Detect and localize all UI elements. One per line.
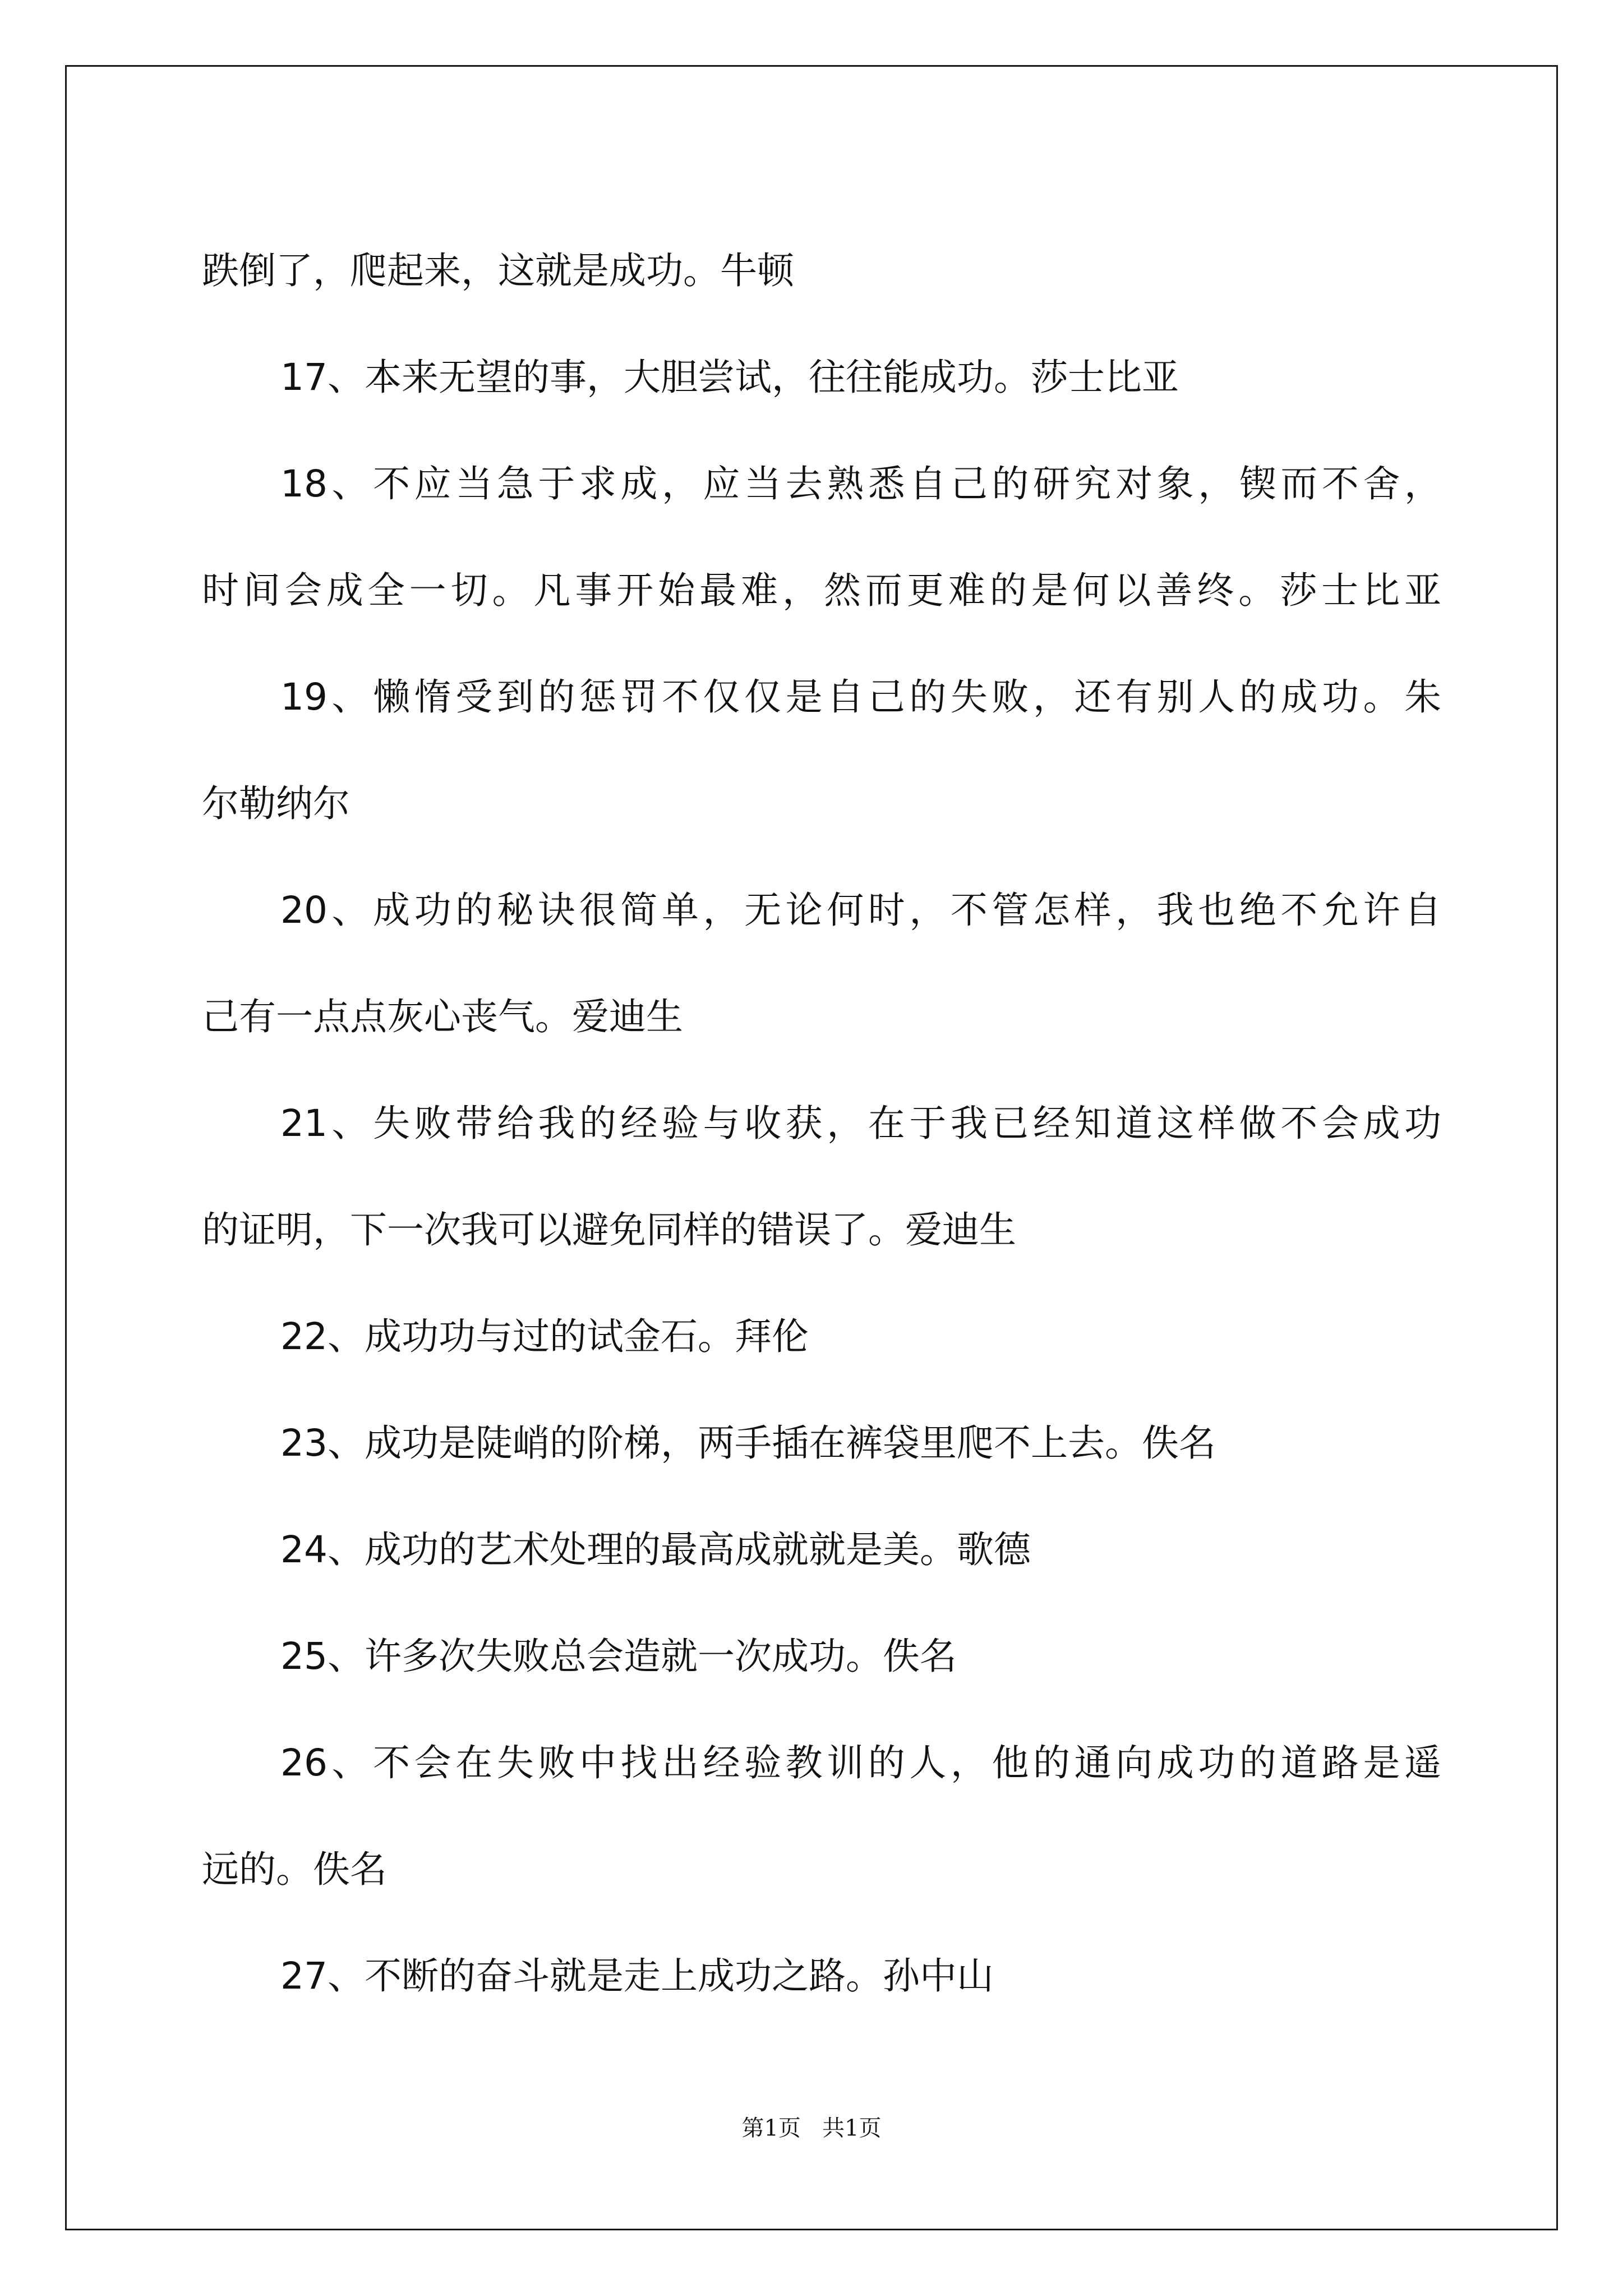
text-line: 24、成功的艺术处理的最高成就就是美。歌德 (280, 1528, 1031, 1571)
text-line: 时间会成全一切。凡事开始最难，然而更难的是何以善终。莎士比亚 (202, 569, 1441, 612)
document-body (202, 218, 1441, 2030)
text-line: 18、不应当急于求成，应当去熟悉自己的研究对象，锲而不舍， (280, 462, 1441, 505)
text-line: 26、不会在失败中找出经验教训的人，他的通向成功的道路是遥 (280, 1741, 1441, 1784)
text-line: 尔勒纳尔 (202, 782, 350, 825)
text-line: 27、不断的奋斗就是走上成功之路。孙中山 (280, 1954, 994, 1998)
text-line: 17、本来无望的事，大胆尝试，往往能成功。莎士比亚 (280, 356, 1179, 399)
text-line: 19、懒惰受到的惩罚不仅仅是自己的失败，还有别人的成功。朱 (280, 675, 1441, 719)
text-line: 20、成功的秘诀很简单，无论何时，不管怎样，我也绝不允许自 (280, 889, 1441, 932)
page-footer: 第1页 共1页 (741, 2115, 882, 2141)
text-line: 23、成功是陡峭的阶梯，两手插在裤袋里爬不上去。佚名 (280, 1421, 1216, 1465)
text-line: 跌倒了，爬起来，这就是成功。牛顿 (202, 249, 794, 292)
text-line: 22、成功功与过的试金石。拜伦 (280, 1315, 809, 1358)
text-line: 21、失败带给我的经验与收获，在于我已经知道这样做不会成功 (280, 1102, 1441, 1145)
text-line: 己有一点点灰心丧气。爱迪生 (202, 995, 683, 1038)
text-line: 25、许多次失败总会造就一次成功。佚名 (280, 1635, 957, 1678)
text-line: 远的。佚名 (202, 1848, 387, 1891)
text-line: 的证明，下一次我可以避免同样的错误了。爱迪生 (202, 1208, 1016, 1251)
